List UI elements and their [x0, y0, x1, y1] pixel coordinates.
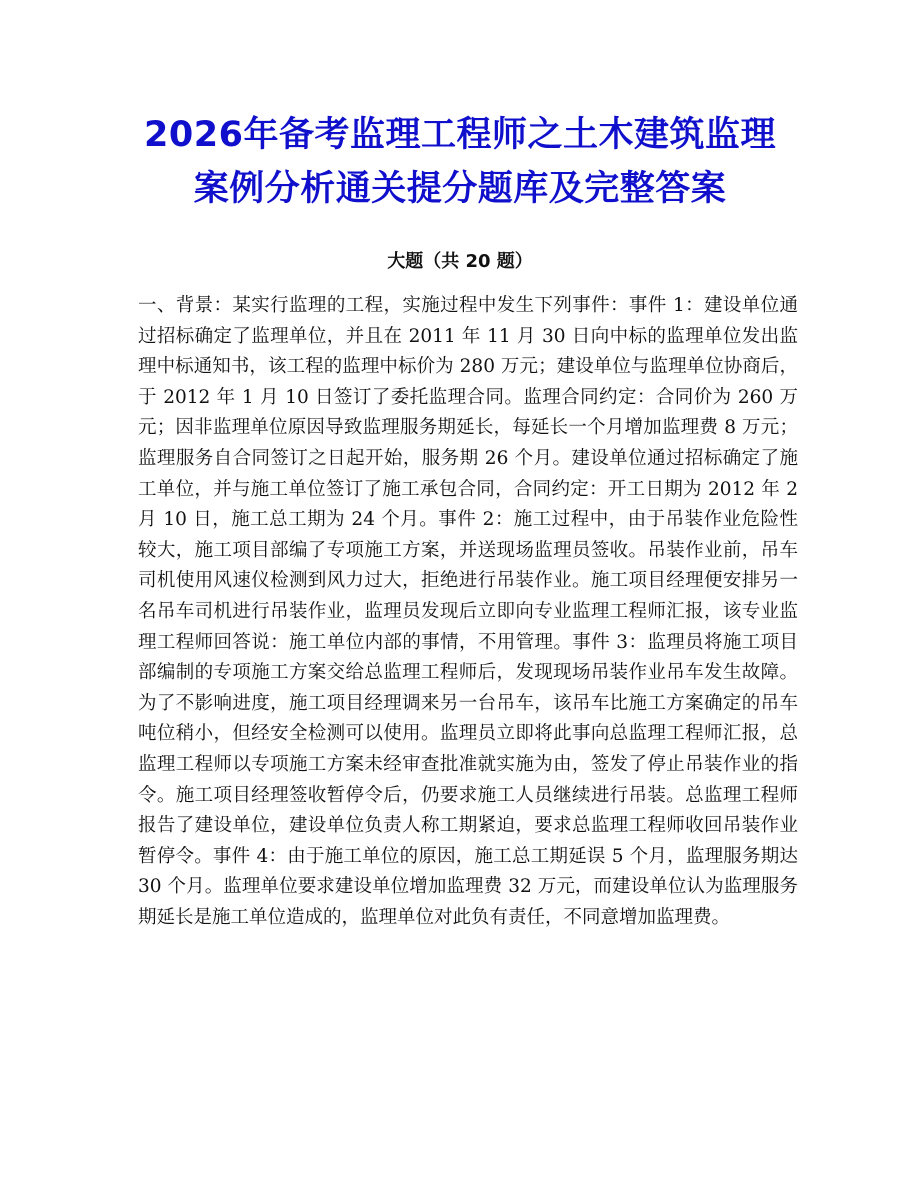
- document-title: [60, 108, 860, 216]
- title-line-2: 案例分析通关提分题库及完整答案: [193, 169, 727, 209]
- title-line-1: 2026年备考监理工程师之土木建筑监理: [144, 115, 776, 155]
- section-heading: 大题（共 20 题）: [387, 251, 533, 272]
- question-1-text: 一、背景：某实行监理的工程，实施过程中发生下列事件：事件 1：建设单位通过招标确定了监理单位，并且在 2011 年 11 月 30 日向中标的监理单位发出监理中标通知书，该工程的监理中标价为 280 万元；建设单位与监理单位协商后，于 2012 年 1 月 10 日签订了委托监理合同。监理合同约定：合同价为 260 万元；因非监理单位原因导致监理服务期延长，每延长一个月增加监理费 8 万元；监理服务自合同签订之日起开始，服务期 26 个月。建设单位通过招标确定了施工单位，并与施工单位签订了施工承包合同，合同约定：开工日期为 2012 年 2 月 10 日，施工总工期为 24 个月。事件 2：施工过程中，由于吊装作业危险性较大，施工项目部编了专项施工方案，并送现场监理员签收。吊装作业前，吊车司机使用风速仪检测到风力过大，拒绝进行吊装作业。施工项目经理便安排另一名吊车司机进行吊装作业，监理员发现后立即向专业监理工程师汇报，该专业监理工程师回答说：施工单位内部的事情，不用管理。事件 3：监理员将施工项目部编制的专项施工方案交给总监理工程师后，发现现场吊装作业吊车发生故障。为了不影响进度，施工项目经理调来另一台吊车，该吊车比施工方案确定的吊车吨位稍小，但经安全检测可以使用。监理员立即将此事向总监理工程师汇报，总监理工程师以专项施工方案未经审查批准就实施为由，签发了停止吊装作业的指令。施工项目经理签收暂停令后，仍要求施工人员继续进行吊装。总监理工程师报告了建设单位，建设单位负责人称工期紧迫，要求总监理工程师收回吊装作业暂停令。事件 4：由于施工单位的原因，施工总工期延误 5 个月，监理服务期达 30 个月。监理单位要求建设单位增加监理费 32 万元，而建设单位认为监理服务期延长是施工单位造成的，监理单位对此负有责任，不同意增加监理费。: [138, 295, 798, 928]
